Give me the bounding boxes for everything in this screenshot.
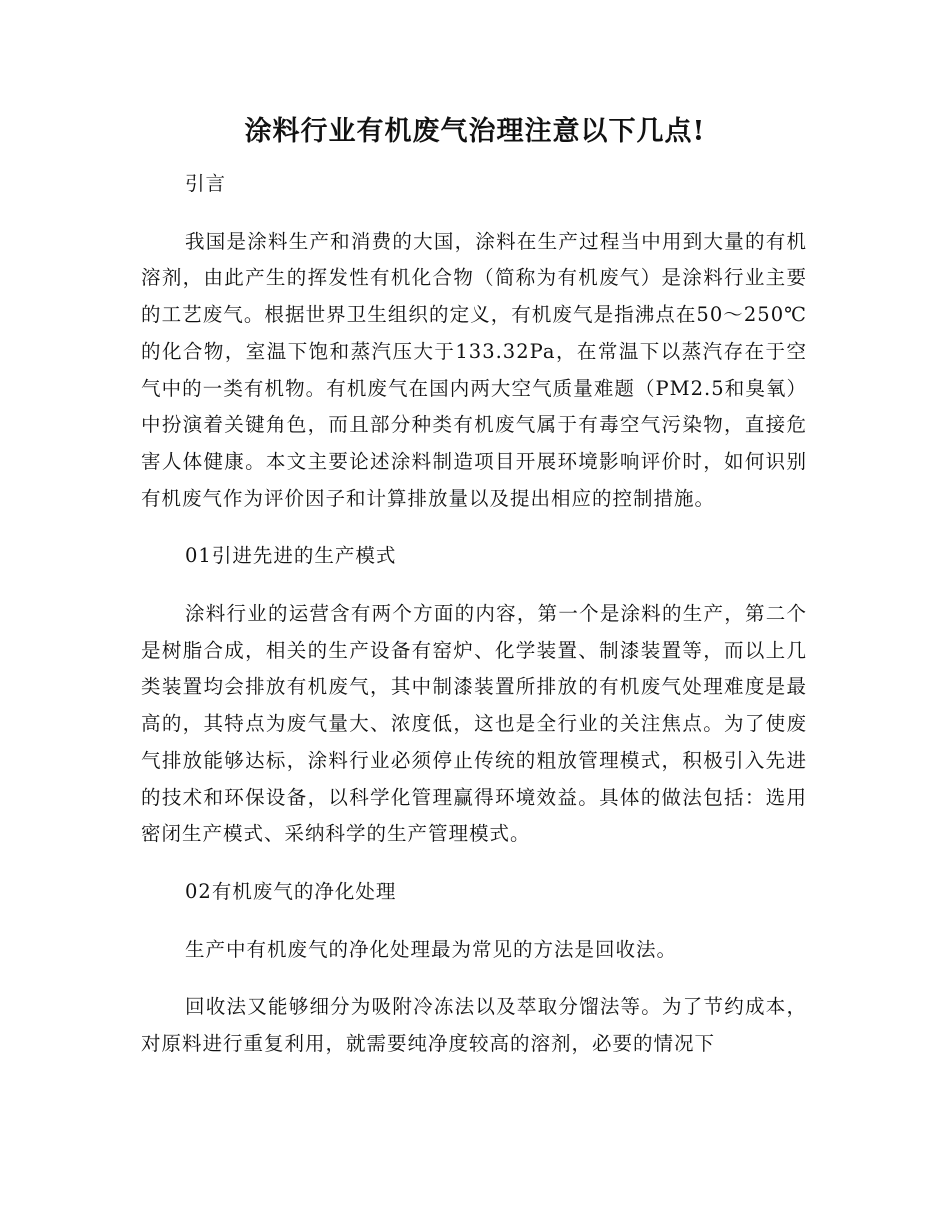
paragraph-section-02a: 生产中有机废气的净化处理最为常见的方法是回收法。 <box>185 937 678 961</box>
section-heading-01: 01引进先进的生产模式 <box>185 544 397 568</box>
section-heading-02: 02有机废气的净化处理 <box>185 879 397 903</box>
paragraph-section-01: 涂料行业的运营含有两个方面的内容，第一个是涂料的生产，第二个是树脂合成，相关的生产设备有窑炉、化学装置、制漆装置等，而以上几类装置均会排放有机废气，其中制漆装置所排放的有机废气处理难度是最高的，其特点为废气量大、浓度低，这也是全行业的关注焦点。为了使废气排放能够达标，涂料行业必须停止传统的粗放管理模式，积极引入先进的技术和环保设备，以科学化管理赢得环境效益。具体的做法包括：选用密闭生产模式、采纳科学的生产管理模式。 <box>141 602 807 846</box>
document-body <box>141 166 807 1063</box>
paragraph-intro: 我国是涂料生产和消费的大国，涂料在生产过程当中用到大量的有机溶剂，由此产生的挥发性有机化合物（简称为有机废气）是涂料行业主要的工艺废气。根据世界卫生组织的定义，有机废气是指沸点在50～250℃的化合物，室温下饱和蒸汽压大于133.32Pa，在常温下以蒸汽存在于空气中的一类有机物。有机废气在国内两大空气质量难题（PM2.5和臭氧）中扮演着关键角色，而且部分种类有机废气属于有毒空气污染物，直接危害人体健康。本文主要论述涂料制造项目开展环境影响评价时，如何识别有机废气作为评价因子和计算排放量以及提出相应的控制措施。 <box>141 229 807 510</box>
paragraph-section-02b: 回收法又能够细分为吸附冷冻法以及萃取分馏法等。为了节约成本，对原料进行重复利用，就需要纯净度较高的溶剂，必要的情况下 <box>141 995 807 1056</box>
document-title: 涂料行业有机废气治理注意以下几点! <box>244 116 706 147</box>
paragraph-intro-heading: 引言 <box>185 172 227 195</box>
